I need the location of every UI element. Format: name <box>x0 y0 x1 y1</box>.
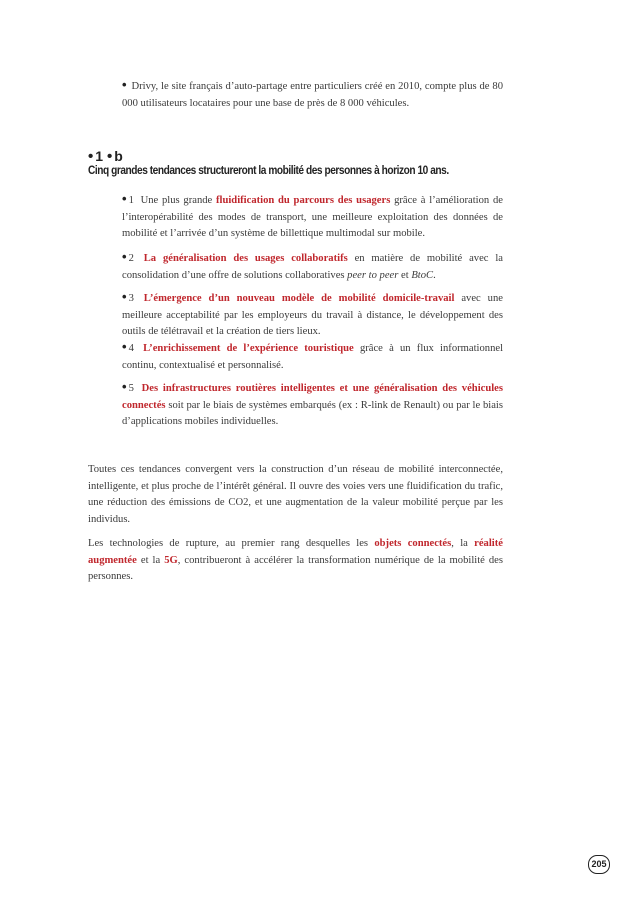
drivy-text: Drivy, le site français d’auto-partage entre particuliers créé en 2010, compte plus de 80 000 utilisateurs locataires pour une base de près de 8 000 véhicules. <box>122 81 503 109</box>
bullet-icon: • <box>106 148 113 165</box>
drivy-note <box>122 79 503 112</box>
page-number: 205 <box>588 855 610 874</box>
bullet-icon: • <box>122 289 127 304</box>
technology-paragraph: Les technologies de rupture, au premier rang desquelles les objets connectés, la réalité augmentée et la 5G, contribueront à accélérer la transformation numérique de la mobilité des personnes. <box>88 538 503 583</box>
bullet-icon: • <box>122 249 127 264</box>
section-number: • 1 • b <box>88 148 123 165</box>
bullet-icon: • <box>122 191 127 206</box>
trend-item-3: • 3 L’émergence d’un nouveau modèle de mobilité domicile-travail avec une meilleure acceptabilité par les employeurs du travail à distance, le développement des outils de télétravail et la création de tiers lieux. <box>122 289 503 338</box>
bullet-icon: • <box>122 339 127 354</box>
bullet-icon: • <box>122 77 127 92</box>
trend-item-1: • 1 Une plus grande fluidification du parcours des usagers grâce à l’amélioration de l’interopérabilité des modes de transport, une meilleure exploitation des données de mobilité et l’arrivée d’un système de billettique multimodal sur mobile. <box>122 191 503 240</box>
trend-item-2: • 2 La généralisation des usages collaboratifs en matière de mobilité avec la consolidation d’une offre de solutions collaboratives peer to peer et BtoC. <box>122 249 503 281</box>
section-title: Cinq grandes tendances structureront la mobilité des personnes à horizon 10 ans. <box>88 165 449 177</box>
conclusion-paragraph: Toutes ces tendances convergent vers la construction d’un réseau de mobilité interconnectée, intelligente, et plus proche de l’intérêt général. Il ouvre des voies vers une fluidification du trafic, une réduction des émissions de CO2, et une augmentation de la valeur mobilité perçue par les individus. <box>88 464 503 525</box>
bullet-icon: • <box>122 379 127 394</box>
trend-item-5: • 5 Des infrastructures routières intelligentes et une généralisation des véhicules connectés soit par le biais de systèmes embarqués (ex : R-link de Renault) ou par le biais d’applications mobiles individuelles. <box>122 379 503 428</box>
trend-item-4: • 4 L’enrichissement de l’expérience touristique grâce à un flux informationnel continu, contextualisé et personnalisé. <box>122 339 504 371</box>
bullet-icon: • <box>88 148 94 165</box>
